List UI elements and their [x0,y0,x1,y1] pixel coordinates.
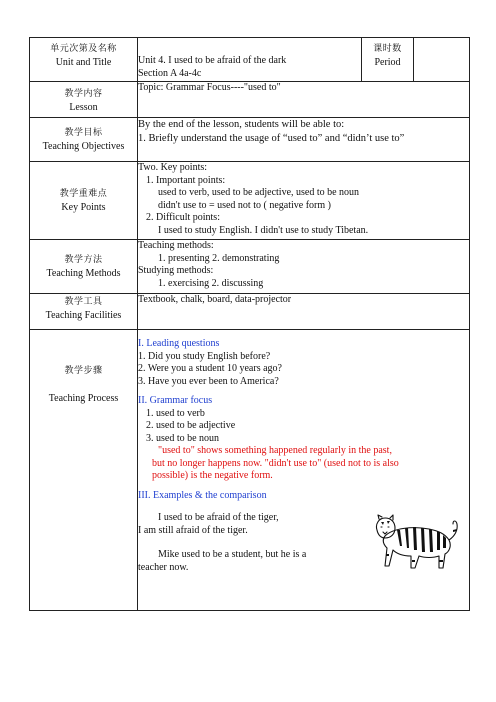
objectives-label-cell [30,118,138,162]
period-label-cn: 课时数 [373,44,402,54]
methods-cell [138,240,470,294]
process-label-cell [30,330,138,611]
keypoints-line: didn't use to = used not to ( negative form ) [158,199,331,211]
period-label-en: Period [374,57,401,68]
grammar-item: 1. used to verb [146,407,205,419]
lesson-topic: Topic: Grammar Focus----"used to" [138,82,281,93]
lesson-label-cn: 教学内容 [64,89,103,99]
example-line: Mike used to be a student, but he is a [158,549,307,560]
unit-title-line1: Unit 4. I used to be afraid of the dark [138,55,287,66]
process-cell [138,330,470,611]
keypoints-label-cell [30,162,138,240]
section-1-title: I. Leading questions [138,338,220,349]
unit-label-cn: 单元次第及名称 [50,44,117,54]
keypoints-cell [138,162,470,240]
facilities-row [30,294,470,330]
grammar-note-line: but no longer happens now. "didn't use to" (used not to is also [152,457,399,469]
keypoints-label-en: Key Points [61,201,106,213]
section-3-title: III. Examples & the comparison [138,489,267,501]
tiger-illustration [373,510,461,576]
keypoints-label-cn: 教学重难点 [59,188,108,199]
facilities-label-en: Teaching Facilities [45,310,122,321]
unit-title-cell [138,38,362,82]
objectives-row [30,118,470,162]
methods-line: Teaching methods: [138,240,214,251]
methods-row [30,240,470,294]
keypoints-line: used to verb, used to be adjective, used to be noun [158,187,360,198]
example-line: I am still afraid of the tiger. [138,524,248,536]
methods-line: 1. exercising 2. discussing [158,277,264,289]
unit-row [30,38,470,82]
process-row [30,330,470,611]
keypoints-line: 1. Important points: [146,174,226,186]
methods-line: 1. presenting 2. demonstrating [158,252,280,264]
objectives-line: 1. Briefly understand the usage of “used to” and “didn’t use to” [138,132,405,144]
grammar-note-line: possible) is the negative form. [152,470,273,481]
lesson-topic-cell [138,82,470,118]
objectives-line: By the end of the lesson, students will be able to: [138,119,345,130]
unit-label-en: Unit and Title [55,57,112,68]
process-content [138,338,469,610]
leading-question: 1. Did you study English before? [138,350,271,362]
grammar-note-line: "used to" shows something happened regularly in the past, [158,445,392,456]
leading-question: 3. Have you ever been to America? [138,375,279,387]
lesson-label-cell [30,82,138,118]
objectives-label-en: Teaching Objectives [42,140,125,152]
example-line: I used to be afraid of the tiger, [158,512,279,523]
section-2-title: II. Grammar focus [138,395,213,406]
unit-label-cell [30,38,138,82]
facilities-label-cn: 教学工具 [64,297,103,307]
process-label-cn: 教学步骤 [64,366,103,376]
grammar-item: 2. used to be adjective [146,420,236,431]
methods-label-cn: 教学方法 [64,254,103,265]
facilities-text: Textbook, chalk, board, data-projector [138,294,292,305]
example-line: teacher now. [138,561,189,573]
lesson-plan-table [29,37,470,611]
objectives-cell [138,118,470,162]
keypoints-line: Two. Key points: [138,162,208,173]
lesson-label-en: Lesson [69,102,98,113]
lesson-row [30,82,470,118]
methods-label-en: Teaching Methods [46,267,121,279]
methods-label-cell [30,240,138,294]
facilities-label-cell [30,294,138,330]
period-label-cell [362,38,414,82]
unit-title-line2: Section A 4a-4c [138,67,202,79]
facilities-cell [138,294,470,330]
grammar-item: 3. used to be noun [146,432,220,444]
keypoints-line: I used to study English. I didn't use to study Tibetan. [158,224,369,236]
period-value-cell [414,38,470,82]
objectives-label-cn: 教学目标 [64,127,103,138]
keypoints-line: 2. Difficult points: [146,212,220,223]
process-label-en: Teaching Process [48,393,119,404]
methods-line: Studying methods: [138,265,214,276]
leading-question: 2. Were you a student 10 years ago? [138,363,282,374]
keypoints-row [30,162,470,240]
